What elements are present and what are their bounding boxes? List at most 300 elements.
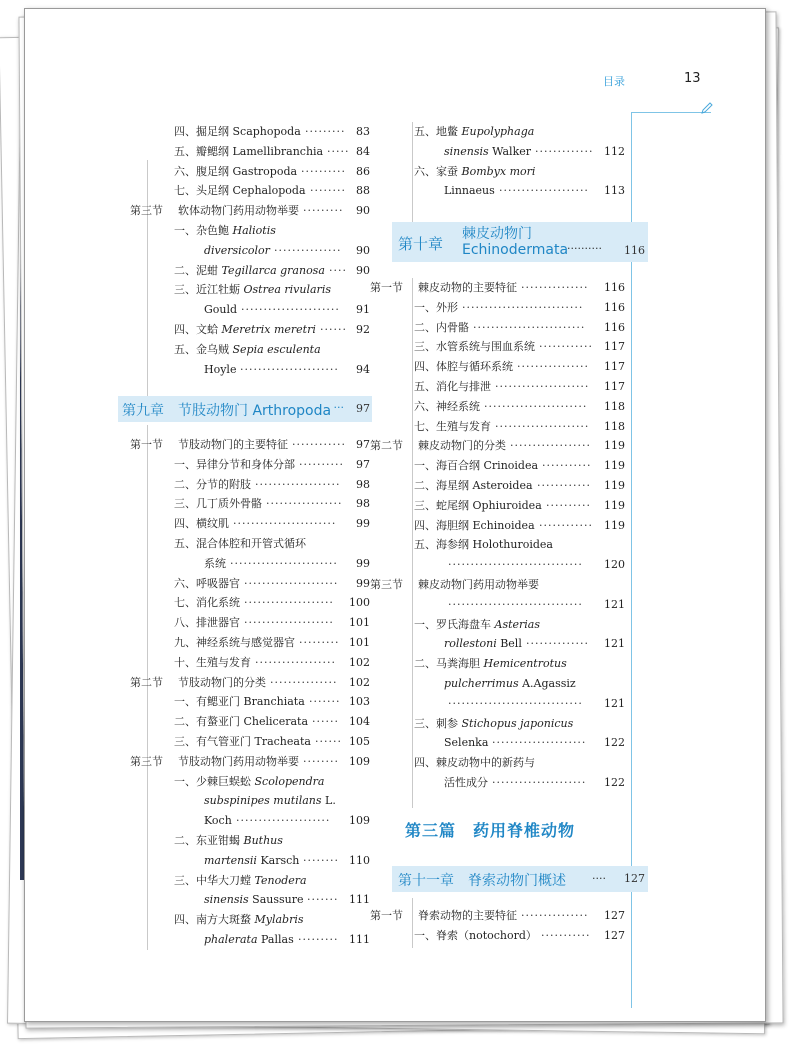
entry-page-number: 83	[356, 125, 370, 138]
toc-entry-row[interactable]	[130, 142, 370, 162]
toc-entry-row[interactable]	[130, 613, 370, 633]
toc-section-row[interactable]	[370, 278, 625, 298]
entry-title: 生殖与发育	[196, 655, 251, 669]
toc-entry-row[interactable]	[130, 455, 370, 475]
leader-dots: ···············	[521, 909, 589, 922]
toc-section-row[interactable]	[370, 575, 625, 595]
section-number: 第三节	[130, 204, 163, 218]
chapter-heading-9[interactable]: 第九章 节肢动物门 Arthropoda ··· 97	[118, 396, 372, 422]
entry-continuation: Bell	[496, 637, 522, 651]
entry-number: 七、	[174, 596, 196, 610]
leader-dots: ··········	[546, 498, 591, 512]
leader-dots: ········	[310, 184, 346, 198]
toc-entry-row[interactable]	[130, 712, 370, 732]
entry-title: 腹足纲 Gastropoda	[196, 164, 298, 178]
toc-entry-row[interactable]	[130, 181, 370, 201]
leader-dots: ·······················	[484, 399, 588, 413]
entry-page-number: 88	[356, 184, 370, 198]
leader-dots: ············	[537, 478, 591, 492]
leader-dots: ·······	[307, 893, 339, 907]
leader-dots: ······	[315, 734, 342, 748]
entry-page-number: 100	[349, 596, 370, 610]
entry-latin-name: diversicolor	[204, 243, 270, 257]
entry-page-number: 117	[604, 379, 625, 393]
entry-title: 中华大刀螳	[196, 873, 251, 887]
toc-entry-row[interactable]	[370, 694, 625, 714]
leader-dots: ······························	[448, 597, 583, 611]
entry-title: 混合体腔和开管式循环	[196, 536, 306, 550]
entry-number: 八、	[174, 616, 196, 630]
entry-title: 消化系统	[196, 596, 240, 610]
entry-page-number: 91	[356, 303, 370, 317]
entry-title: 金乌贼	[196, 342, 229, 356]
entry-title: 家蚕	[436, 164, 458, 178]
toc-entry-row[interactable]	[370, 142, 625, 162]
toc-entry-row[interactable]	[370, 162, 625, 182]
running-header: 目录	[603, 75, 625, 88]
entry-number: 四、	[174, 913, 196, 927]
entry-number: 三、	[414, 340, 436, 354]
entry-page-number: 121	[604, 637, 625, 651]
chapter-heading-9-page: 97	[356, 402, 370, 415]
toc-entry-row[interactable]	[370, 181, 625, 201]
entry-page-number: 111	[349, 932, 370, 946]
toc-section-row[interactable]	[370, 436, 625, 456]
entry-continuation: Linnaeus	[444, 184, 495, 198]
entry-number: 五、	[414, 125, 436, 138]
toc-right-block-1	[370, 122, 625, 201]
entry-number: 六、	[414, 164, 436, 178]
toc-entry-row[interactable]	[370, 773, 625, 793]
entry-latin-name: pulcherrimus	[444, 676, 519, 690]
entry-number: 四、	[414, 518, 436, 532]
entry-continuation: Hoyle	[204, 362, 237, 376]
entry-title: 分节的附肢	[196, 477, 251, 491]
toc-section-row[interactable]	[130, 201, 370, 221]
entry-number: 六、	[414, 399, 436, 413]
leader-dots: ·······················	[233, 517, 337, 531]
entry-latin-name: Meretrix meretri	[221, 322, 316, 336]
entry-number: 一、	[174, 223, 196, 237]
toc-entry-row[interactable]	[130, 280, 370, 300]
section-number: 第三节	[130, 754, 163, 768]
entry-page-number: 98	[356, 497, 370, 511]
toc-entry-row[interactable]	[130, 732, 370, 752]
toc-entry-row[interactable]	[370, 654, 625, 674]
entry-page-number: 90	[356, 263, 370, 277]
entry-latin-name: rollestoni	[444, 637, 497, 651]
entry-title: 地鳖	[436, 125, 458, 138]
chapter-heading-10[interactable]: 第十章 棘皮动物门 Echinodermata ·········· 116	[392, 222, 648, 262]
chapter-heading-11[interactable]: 第十一章 脊索动物门概述 ···· 127	[392, 866, 648, 892]
entry-latin-name: Sepia esculenta	[232, 342, 321, 356]
entry-page-number: 116	[604, 320, 625, 334]
toc-entry-row[interactable]	[370, 397, 625, 417]
leader-dots: ·········	[298, 932, 339, 946]
entry-latin-name: Mylabris	[254, 913, 304, 927]
toc-entry-row[interactable]	[130, 360, 370, 380]
entry-page-number: 119	[604, 518, 625, 532]
entry-number: 一、	[174, 774, 196, 788]
entry-number: 十、	[174, 655, 196, 669]
section-title: 节肢动物门的分类	[178, 675, 266, 689]
entry-number: 二、	[174, 715, 196, 729]
entry-number: 三、	[414, 716, 436, 730]
leader-dots: ······························	[448, 696, 583, 710]
leader-dots: ·····················	[244, 576, 339, 590]
toc-entry-row[interactable]	[370, 634, 625, 654]
section-title: 节肢动物门的主要特征	[178, 438, 288, 451]
entry-title: 少棘巨蜈蚣	[196, 774, 251, 788]
entry-page-number: 99	[356, 517, 370, 531]
toc-entry-row[interactable]	[370, 476, 625, 496]
entry-latin-name: Scolopendra	[254, 774, 325, 788]
entry-page-number: 99	[356, 556, 370, 570]
section-title: 棘皮动物门的分类	[418, 439, 506, 453]
toc-entry-row[interactable]	[370, 535, 625, 555]
entry-number: 五、	[414, 379, 436, 393]
entry-title: 马粪海胆	[436, 657, 480, 671]
toc-entry-row[interactable]	[370, 337, 625, 357]
entry-page-number: 117	[604, 360, 625, 374]
entry-page-number: 90	[356, 204, 370, 218]
entry-title: 水管系统与围血系统	[436, 340, 535, 354]
entry-title: 南方大斑蝥	[196, 913, 251, 927]
entry-title: 几丁质外骨骼	[196, 497, 262, 511]
section-title: 节肢动物门药用动物举要	[178, 754, 299, 768]
entry-page-number: 92	[356, 322, 370, 336]
leader-dots: ······························	[448, 558, 583, 572]
toc-section-row[interactable]	[370, 906, 625, 926]
entry-number: 一、	[414, 928, 436, 942]
leader-dots: ·····················	[495, 379, 590, 393]
part-3-title[interactable]: 第三篇 药用脊椎动物	[405, 821, 576, 840]
entry-number: 六、	[174, 576, 196, 590]
toc-entry-row[interactable]	[130, 633, 370, 653]
section-number: 第三节	[370, 577, 403, 591]
entry-title: 神经系统与感觉器官	[196, 635, 295, 649]
toc-entry-row[interactable]	[130, 514, 370, 534]
entry-continuation: Saussure	[248, 893, 304, 907]
entry-number: 三、	[174, 734, 196, 748]
entry-number: 五、	[174, 144, 196, 158]
entry-number: 三、	[414, 498, 436, 512]
entry-number: 二、	[414, 657, 436, 671]
toc-entry-row[interactable]	[130, 300, 370, 320]
toc-entry-row[interactable]	[130, 320, 370, 340]
entry-page-number: 105	[349, 734, 370, 748]
leader-dots: ··············	[526, 637, 589, 651]
toc-entry-row[interactable]	[370, 298, 625, 318]
leader-dots: ·························	[473, 320, 586, 334]
entry-continuation: Selenka	[444, 736, 489, 750]
toc-entry-row[interactable]	[130, 851, 370, 871]
leader-dots: ···········	[542, 459, 592, 473]
entry-page-number: 117	[604, 340, 625, 354]
toc-entry-row[interactable]	[130, 241, 370, 261]
entry-page-number: 119	[604, 478, 625, 492]
entry-page-number: 104	[349, 715, 370, 729]
entry-continuation: A.Agassiz	[518, 676, 576, 690]
toc-left-block-1	[130, 122, 370, 379]
entry-page-number: 121	[604, 696, 625, 710]
entry-page-number: 127	[604, 928, 625, 942]
entry-number: 九、	[174, 635, 196, 649]
entry-page-number: 86	[356, 164, 370, 178]
entry-number: 二、	[414, 478, 436, 492]
toc-entry-row[interactable]	[130, 831, 370, 851]
entry-title: 神经系统	[436, 399, 480, 413]
leader-dots: ·····················	[492, 775, 587, 789]
toc-entry-row[interactable]	[130, 494, 370, 514]
toc-entry-row[interactable]	[370, 926, 625, 946]
chapter-heading-10-title: 棘皮动物门	[462, 226, 532, 242]
toc-entry-row[interactable]	[370, 357, 625, 377]
entry-number: 五、	[414, 538, 436, 552]
toc-section-row[interactable]	[130, 673, 370, 693]
toc-entry-row[interactable]	[130, 261, 370, 281]
leader-dots: ········	[303, 853, 339, 867]
entry-continuation: Karsch	[256, 853, 300, 867]
entry-title: 瓣鳃纲 Lamellibranchia	[196, 144, 324, 158]
entry-page-number: 122	[604, 775, 625, 789]
entry-title: 蛇尾纲 Ophiuroidea	[436, 498, 542, 512]
toc-entry-row[interactable]	[370, 496, 625, 516]
entry-page-number: 113	[604, 184, 625, 198]
entry-page-number: 116	[604, 300, 625, 314]
entry-page-number: 120	[604, 558, 625, 572]
entry-page-number: 121	[604, 597, 625, 611]
entry-number: 一、	[174, 695, 196, 709]
leader-dots: ···················	[255, 477, 341, 491]
entry-latin-name: Tenodera	[254, 873, 307, 887]
entry-title: 海胆纲 Echinoidea	[436, 518, 535, 532]
leader-dots: ·········	[303, 204, 344, 218]
entry-number: 三、	[174, 283, 196, 297]
toc-entry-row[interactable]	[130, 122, 370, 142]
entry-page-number: 99	[356, 576, 370, 590]
leader-dots: ·····················	[492, 736, 587, 750]
entry-latin-name: Eupolyphaga	[461, 125, 535, 138]
leader-dots: ······················	[241, 303, 340, 317]
toc-entry-row[interactable]	[130, 890, 370, 910]
toc-entry-row[interactable]	[130, 930, 370, 950]
entry-page-number: 110	[349, 853, 370, 867]
entry-continuation: Pallas	[257, 932, 294, 946]
entry-continuation: 系统	[204, 556, 226, 570]
entry-number: 二、	[174, 263, 196, 277]
entry-latin-name: Haliotis	[232, 223, 276, 237]
section-number: 第二节	[130, 675, 163, 689]
entry-continuation: Gould	[204, 303, 238, 317]
leader-dots: ···············	[270, 675, 338, 689]
toc-entry-row[interactable]	[370, 456, 625, 476]
chapter-heading-10-latin: Echinodermata	[462, 242, 569, 258]
entry-number: 一、	[414, 459, 436, 473]
leader-dots: ············	[539, 340, 593, 354]
entry-number: 一、	[414, 617, 436, 631]
entry-latin-name: Tegillarca granosa	[221, 263, 325, 277]
entry-page-number: 119	[604, 459, 625, 473]
entry-number: 四、	[414, 360, 436, 374]
toc-entry-row[interactable]	[370, 753, 625, 773]
toc-entry-row[interactable]	[130, 221, 370, 241]
leader-dots: ·····	[327, 144, 350, 158]
page-number: 13	[684, 71, 701, 86]
toc-section-row[interactable]	[130, 435, 370, 455]
entry-number: 一、	[414, 300, 436, 314]
entry-latin-name: sinensis	[204, 893, 249, 907]
entry-latin-name: Stichopus japonicus	[461, 716, 574, 730]
entry-page-number: 127	[604, 909, 625, 922]
entry-title: 生殖与发育	[436, 419, 491, 433]
leader-dots: ····················	[499, 184, 589, 198]
toc-entry-row[interactable]	[370, 595, 625, 615]
entry-page-number: 97	[356, 438, 370, 451]
entry-page-number: 98	[356, 477, 370, 491]
chapter-heading-11-page: 127	[624, 872, 645, 885]
entry-title: 泥蚶	[196, 263, 218, 277]
entry-number: 四、	[174, 322, 196, 336]
entry-title: 排泄器官	[196, 616, 240, 630]
section-number: 第二节	[370, 439, 403, 453]
toc-entry-row[interactable]	[130, 653, 370, 673]
entry-latin-name: Buthus	[243, 833, 283, 847]
toc-entry-row[interactable]	[130, 910, 370, 930]
leader-dots: ························	[230, 556, 338, 570]
toc-entry-row[interactable]	[370, 377, 625, 397]
leader-dots: ············	[292, 438, 346, 451]
leader-dots: ·················	[266, 497, 343, 511]
entry-title: 杂色鲍	[196, 223, 229, 237]
toc-entry-row[interactable]	[130, 791, 370, 811]
toc-section-row[interactable]	[130, 752, 370, 772]
section-title: 软体动物门药用动物举要	[178, 204, 299, 218]
entry-title: 异律分节和身体分部	[196, 457, 295, 471]
entry-number: 四、	[174, 517, 196, 531]
header-rule	[631, 112, 711, 113]
entry-latin-name: subspinipes mutilans	[204, 794, 322, 808]
toc-entry-row[interactable]	[370, 516, 625, 536]
toc-right-block-2	[370, 278, 625, 793]
section-title: 棘皮动物门药用动物举要	[418, 577, 539, 591]
toc-entry-row[interactable]	[370, 674, 625, 694]
toc-entry-row[interactable]	[130, 554, 370, 574]
leader-dots: ····	[329, 263, 347, 277]
leader-dots: ···························	[462, 300, 584, 314]
entry-latin-name: martensii	[204, 853, 257, 867]
toc-entry-row[interactable]	[370, 615, 625, 635]
entry-page-number: 112	[604, 144, 625, 158]
entry-page-number: 109	[349, 754, 370, 768]
toc-entry-row[interactable]	[130, 574, 370, 594]
leader-dots: ··················	[255, 655, 336, 669]
chapter-heading-10-label: 第十章	[398, 235, 444, 253]
toc-entry-row[interactable]	[370, 733, 625, 753]
leader-dots: ·····················	[495, 419, 590, 433]
entry-page-number: 102	[349, 655, 370, 669]
entry-title: 刺参	[436, 716, 458, 730]
entry-page-number: 101	[349, 635, 370, 649]
entry-title: 脊索（notochord）	[436, 928, 537, 942]
toc-entry-row[interactable]	[370, 714, 625, 734]
leader-dots: ··········	[299, 457, 344, 471]
entry-title: 文蛤	[196, 322, 218, 336]
toc-entry-row[interactable]	[370, 318, 625, 338]
leader-dots: ··········	[301, 164, 346, 178]
leader-dots: ····················	[244, 596, 334, 610]
entry-number: 四、	[174, 125, 196, 138]
toc-entry-row[interactable]	[370, 122, 625, 142]
toc-entry-row[interactable]	[130, 692, 370, 712]
entry-number: 二、	[174, 833, 196, 847]
toc-entry-row[interactable]	[130, 811, 370, 831]
entry-title: 海参纲 Holothuroidea	[436, 538, 553, 552]
entry-page-number: 102	[349, 675, 370, 689]
toc-entry-row[interactable]	[370, 417, 625, 437]
entry-title: 内骨骼	[436, 320, 469, 334]
toc-entry-row[interactable]	[130, 162, 370, 182]
toc-entry-row[interactable]	[130, 871, 370, 891]
entry-page-number: 118	[604, 419, 625, 433]
entry-continuation: L.	[321, 794, 336, 808]
entry-continuation: 活性成分	[444, 775, 488, 789]
leader-dots: ···············	[521, 281, 589, 294]
leader-dots: ····················	[244, 616, 334, 630]
entry-title: 掘足纲 Scaphopoda	[196, 125, 301, 138]
entry-latin-name: phalerata	[204, 932, 258, 946]
toc-entry-row[interactable]	[370, 555, 625, 575]
entry-page-number: 103	[349, 695, 370, 709]
entry-page-number: 111	[349, 893, 370, 907]
leader-dots: ·····················	[236, 814, 331, 828]
entry-number: 三、	[174, 497, 196, 511]
entry-title: 海百合纲 Crinoidea	[436, 459, 539, 473]
entry-page-number: 116	[604, 281, 625, 294]
entry-title: 呼吸器官	[196, 576, 240, 590]
entry-title: 头足纲 Cephalopoda	[196, 184, 306, 198]
entry-latin-name: Asterias	[494, 617, 540, 631]
entry-number: 一、	[174, 457, 196, 471]
entry-title: 有螯亚门 Chelicerata	[196, 715, 309, 729]
section-number: 第一节	[370, 281, 403, 294]
chapter-heading-10-page: 116	[624, 244, 645, 257]
section-title: 棘皮动物的主要特征	[418, 281, 517, 294]
entry-page-number: 109	[349, 814, 370, 828]
entry-number: 四、	[414, 756, 436, 770]
entry-title: 消化与排泄	[436, 379, 491, 393]
toc-entry-row[interactable]	[130, 772, 370, 792]
entry-latin-name: sinensis	[444, 144, 489, 158]
leader-dots: ···············	[274, 243, 342, 257]
leader-dots: ·······	[309, 695, 341, 709]
toc-entry-row[interactable]	[130, 475, 370, 495]
toc-entry-row[interactable]	[130, 593, 370, 613]
leader-dots: ················	[517, 360, 589, 374]
entry-page-number: 122	[604, 736, 625, 750]
entry-title: 有鳃亚门 Branchiata	[196, 695, 305, 709]
entry-number: 六、	[174, 164, 196, 178]
leader-dots: ······················	[240, 362, 339, 376]
entry-page-number: 97	[356, 457, 370, 471]
toc-left-block-2	[130, 435, 370, 950]
leader-dots: ···········	[541, 928, 591, 942]
leader-dots: ·········	[299, 635, 340, 649]
toc-entry-row[interactable]	[130, 534, 370, 554]
entry-title: 东亚钳蝎	[196, 833, 240, 847]
leader-dots: ·········	[305, 125, 346, 138]
toc-entry-row[interactable]	[130, 340, 370, 360]
